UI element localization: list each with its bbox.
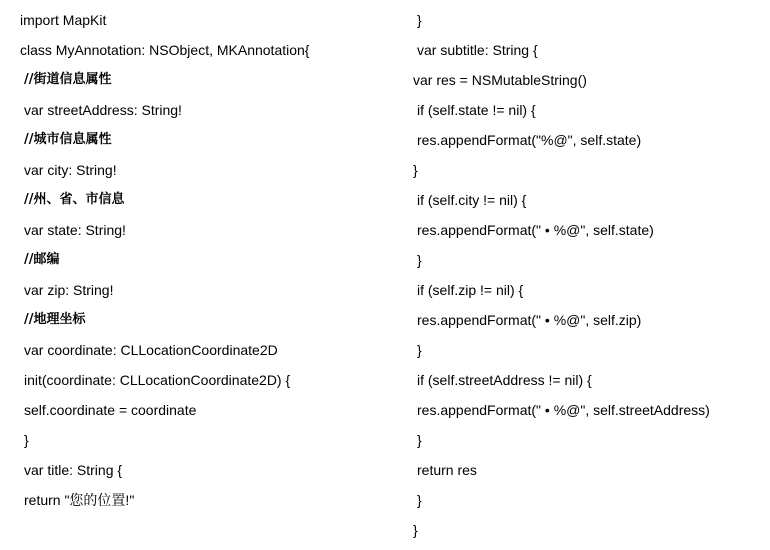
- code-line: }: [417, 342, 422, 358]
- code-line: if (self.zip != nil) {: [417, 282, 524, 298]
- code-comment-line: //邮编: [24, 252, 60, 267]
- code-comment-line: //街道信息属性: [24, 72, 112, 87]
- code-line: var res = NSMutableString(): [413, 72, 587, 88]
- code-line: self.coordinate = coordinate: [24, 402, 197, 418]
- code-line: res.appendFormat(" • %@", self.zip): [417, 312, 642, 328]
- code-line: var zip: String!: [24, 282, 114, 298]
- code-line: init(coordinate: CLLocationCoordinate2D) {: [24, 372, 291, 388]
- code-comment-line: //地理坐标: [24, 312, 86, 327]
- code-line: res.appendFormat(" • %@", self.state): [417, 222, 654, 238]
- code-line: class MyAnnotation: NSObject, MKAnnotation{: [20, 42, 310, 58]
- code-line: }: [417, 432, 422, 448]
- code-line: var title: String {: [24, 462, 123, 478]
- code-line: }: [417, 252, 422, 268]
- code-line: if (self.state != nil) {: [417, 102, 536, 118]
- code-comment-line: //城市信息属性: [24, 132, 112, 147]
- code-line: }: [413, 522, 418, 538]
- code-line: }: [417, 492, 422, 508]
- code-column-left: [20, 8, 309, 518]
- code-line: res.appendFormat("%@", self.state): [417, 132, 642, 148]
- code-line: var coordinate: CLLocationCoordinate2D: [24, 342, 278, 358]
- code-line: var state: String!: [24, 222, 126, 238]
- code-line: }: [24, 432, 29, 448]
- code-line: }: [413, 162, 418, 178]
- code-line: if (self.city != nil) {: [417, 192, 527, 208]
- code-line: import MapKit: [20, 12, 107, 28]
- code-line: }: [417, 12, 422, 28]
- code-line: if (self.streetAddress != nil) {: [417, 372, 592, 388]
- code-column-right: [413, 8, 710, 548]
- code-comment-line: //州、省、市信息: [24, 192, 125, 207]
- code-line: var streetAddress: String!: [24, 102, 182, 118]
- code-line: var subtitle: String {: [417, 42, 538, 58]
- code-line: res.appendFormat(" • %@", self.streetAddress): [417, 402, 710, 418]
- code-line: return res: [417, 462, 477, 478]
- code-line: var city: String!: [24, 162, 117, 178]
- code-line: return "您的位置!": [24, 492, 135, 508]
